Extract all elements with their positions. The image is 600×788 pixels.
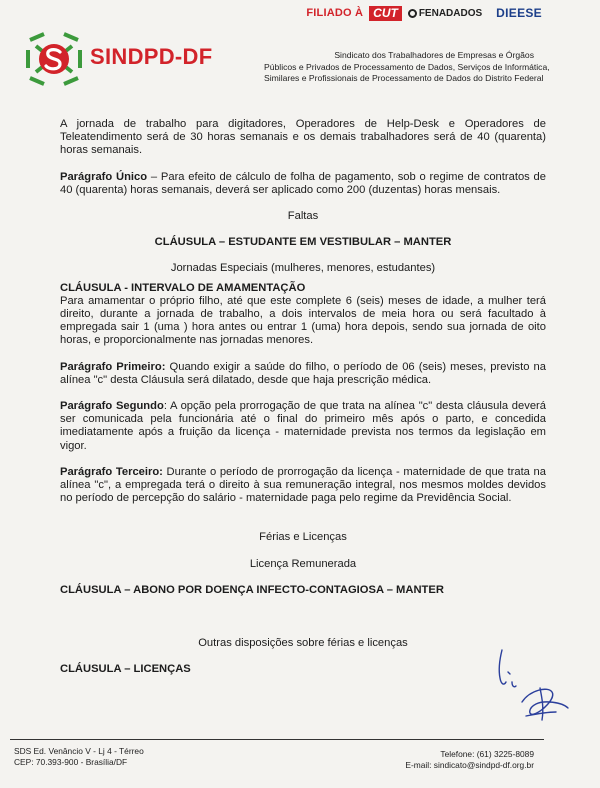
clausula-amamentacao-heading: CLÁUSULA - INTERVALO DE AMAMENTAÇÃO <box>60 281 306 294</box>
footer-phone: Telefone: (61) 3225-8089 <box>440 749 534 759</box>
org-description-line: Sindicato dos Trabalhadores de Empresas e Órgãos <box>334 50 534 60</box>
signature-icon <box>482 642 572 726</box>
section-licenca-remunerada: Licença Remunerada <box>249 557 357 570</box>
paragrafo-terceiro <box>60 466 546 506</box>
paragrafo-primeiro-text: Quando exigir a saúde do filho, o período de 06 (seis) meses, previsto na alínea "c" desta Cláusula será dilatado, desde que haja prescrição médica. <box>60 360 547 386</box>
section-outras-disposicoes: Outras disposições sobre férias e licenças <box>198 637 408 650</box>
document-body <box>60 118 546 676</box>
section-ferias-licencas: Férias e Licenças <box>259 531 347 544</box>
cut-logo: CUT <box>369 6 402 21</box>
section-jornadas-especiais: Jornadas Especiais (mulheres, menores, estudantes) <box>170 262 436 275</box>
dieese-logo: DIEESE <box>496 6 542 20</box>
footer-address-line: CEP: 70.393-900 - Brasília/DF <box>14 757 128 768</box>
paragrafo-unico-label: Parágrafo Único <box>60 170 148 183</box>
paragrafo-primeiro <box>60 361 546 387</box>
sindpd-logo-icon <box>24 30 84 88</box>
footer-email: E-mail: sindicato@sindpd-df.org.br <box>405 760 534 771</box>
footer-divider <box>10 739 544 740</box>
affiliation-bar <box>306 4 542 22</box>
clausula-estudante-heading: CLÁUSULA – ESTUDANTE EM VESTIBULAR – MANTER <box>154 236 452 249</box>
org-description-line: Similares e Profissionais de Processamento de Dados do Distrito Federal <box>264 73 544 84</box>
section-faltas: Faltas <box>287 210 319 223</box>
footer-contact <box>405 749 534 772</box>
org-name: SINDPD-DF <box>90 44 213 69</box>
paragrafo-segundo <box>60 400 546 453</box>
paragrafo-terceiro-text: Durante o período de prorrogação da licença - maternidade de que trata na alínea "c", a empregada terá o direito à sua remuneração integral, nos mesmos moldes devidos no período de percepção do salário - maternidade paga pelo regime da Previdência Social. <box>60 465 546 505</box>
org-description <box>264 50 550 85</box>
paragrafo-unico-text: – Para efeito de cálculo de folha de pagamento, sob o regime de contratos de 40 (quarenta) horas semanais, deverá ser aplicado como 200 (duzentas) horas mensais. <box>60 170 546 196</box>
paragrafo-terceiro-label: Parágrafo Terceiro: <box>60 465 163 478</box>
paragrafo-segundo-text: : A opção pela prorrogação de que trata na alínea "c" desta cláusula deverá ser comunicada pela funcionária até o final do primeiro mês após o parto, e concedida imediatamente após a fruição da licença - maternidade prevista nos termos da legislação em vigor. <box>60 400 546 452</box>
footer-address-line: SDS Ed. Venâncio V - Lj 4 - Térreo <box>14 746 144 756</box>
fenadados-logo-text: FENADADOS <box>418 7 483 19</box>
clausula-licencas-heading: CLÁUSULA – LICENÇAS <box>60 663 191 676</box>
paragrafo-unico <box>60 171 546 197</box>
fenadados-mark-icon <box>408 9 417 18</box>
affiliation-label: FILIADO À <box>306 7 364 19</box>
paragrafo-primeiro-label: Parágrafo Primeiro: <box>60 360 166 373</box>
paragrafo-segundo-label: Parágrafo Segundo <box>60 400 164 413</box>
intro-paragraph: A jornada de trabalho para digitadores, Operadores de Help-Desk e Operadores de Teleatendimento será de 30 horas semanais e os demais trabalhadores será de 40 (quarenta) horas semanais. <box>60 118 546 157</box>
fenadados-logo <box>408 8 482 19</box>
org-description-line: Públicos e Privados de Processamento de Dados, Serviços de Informática, <box>264 61 550 72</box>
amamentacao-paragraph: Para amamentar o próprio filho, até que este complete 6 (seis) meses de idade, a mulher terá direito, durante a jornada de trabalho, a dois intervalos de meia hora ou será facultado à empregada sair 1 (uma ) hora antes ou entrar 1 (uma) hora depois, sendo sua jornada de oito horas, e proporcionalmente nas jornadas menores. <box>60 294 546 347</box>
footer-address <box>14 746 144 769</box>
clausula-abono-heading: CLÁUSULA – ABONO POR DOENÇA INFECTO-CONTAGIOSA – MANTER <box>60 583 444 596</box>
